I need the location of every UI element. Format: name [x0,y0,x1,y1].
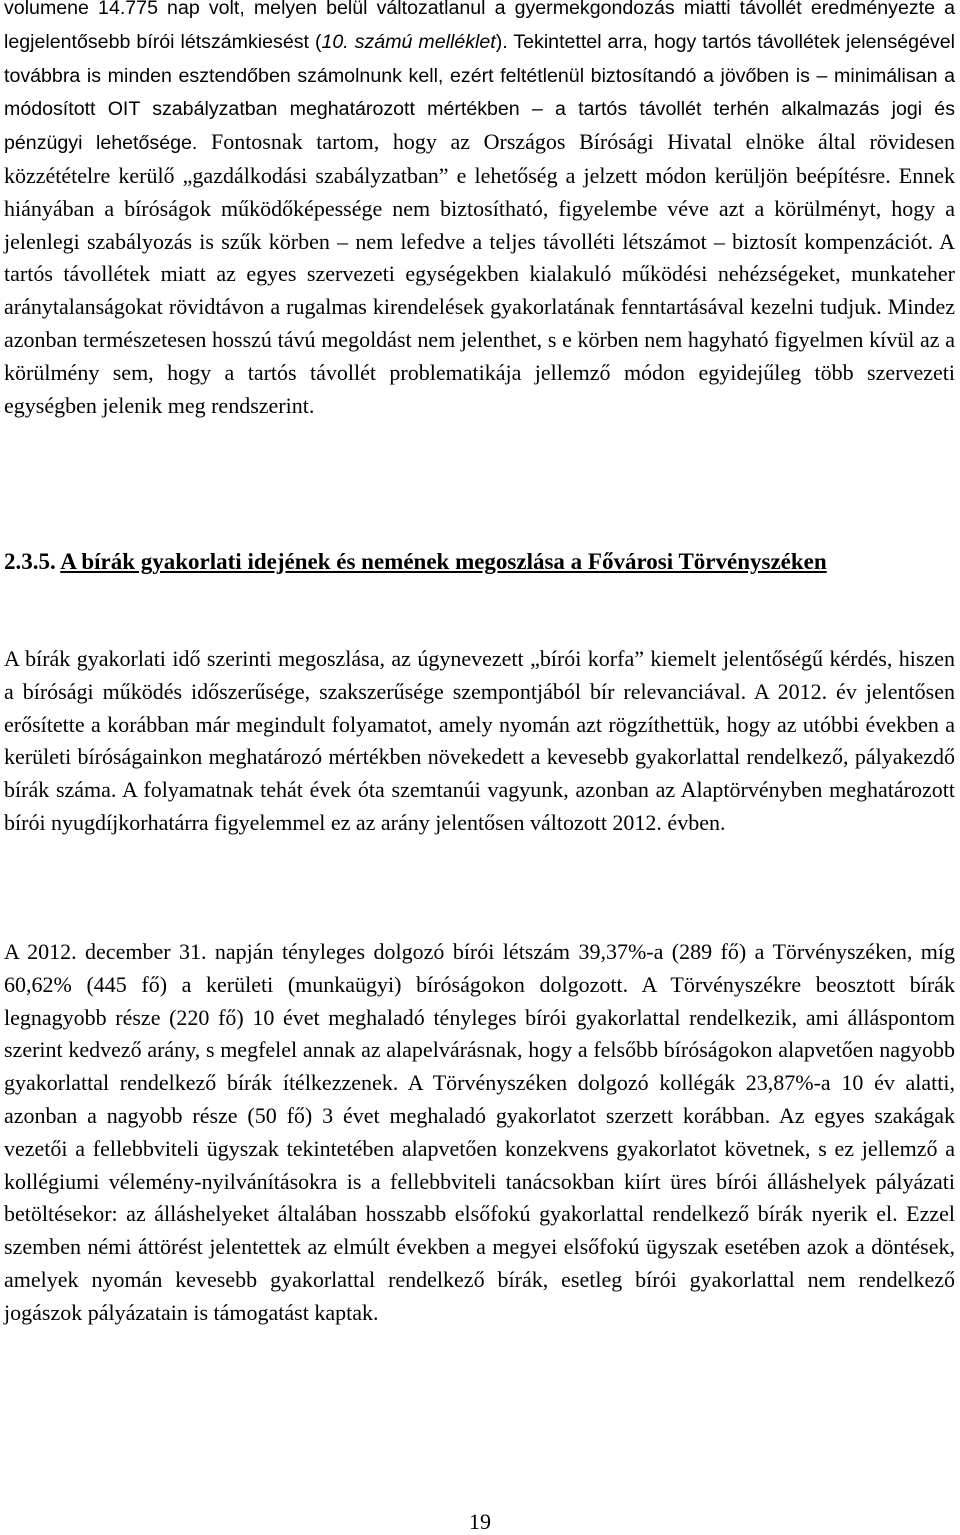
annex-reference: 10. számú melléklet [321,30,496,53]
page-number: 19 [469,1509,491,1534]
document-page [4,0,955,1325]
paragraph-2: A bírák gyakorlati idő szerinti megoszlása, az úgynevezett „bírói korfa” kiemelt jelentőségű kérdés, hiszen a bírósági működés időszerűsége, szakszerűsége szempontjából bír relevanciával. A 2012. év jelentősen erősítette a korábban már megindult folyamatot, amely nyomán azt rögzíthettük, hogy az utóbbi években a kerületi bíróságainkon meghatározó mértékben növekedett a kevesebb gyakorlattal rendelkező, pályakezdő bírák száma. A folyamatnak tehát évek óta szemtanúi vagyunk, azonban az Alaptörvényben meghatározott bírói nyugdíjkorhatárra figyelemmel ez az arány jelentősen változott 2012. évben. [4,646,955,835]
section-heading [4,545,955,579]
paragraph-3: A 2012. december 31. napján tényleges dolgozó bírói létszám 39,37%-a (289 fő) a Törvényszéken, míg 60,62% (445 fő) a kerületi (munkaügyi) bíróságokon dolgozott. A Törvényszékre beosztott bírák legnagyobb része (220 fő) 10 évet meghaladó tényleges bírói gyakorlattal rendelkezik, ami álláspontom szerint kedvező arány, s megfelel annak az alapelvárásnak, hogy a felsőbb bíróságokon alapvetően nagyobb gyakorlattal rendelkező bírák ítélkezzenek. A Törvényszéken dolgozó kollégák 23,87%-a 10 év alatti, azonban a nagyobb része (50 fő) 3 évet meghaladó gyakorlatot szerzett korábban. Az egyes szakágak vezetői a fellebbviteli ügyszak tekintetében alapvetően konzekvens gyakorlatot követnek, s ez jellemző a kollégiumi vélemény-nyilvánításokra is a fellebbviteli tanácsokban kiírt üres bírói álláshelyek pályázati betöltésekor: az álláshelyeket általában hosszabb elsőfokú gyakorlattal rendelkező bírák nyerik el. Ezzel szemben némi áttörést jelentettek az elmúlt években a megyei elsőfokú ügyszak esetében azok a döntések, amelyek nyomán kevesebb gyakorlattal rendelkező bírák, esetleg bírói gyakorlattal nem rendelkező jogászok pályázatain is támogatást kaptak. [4,939,955,1325]
section-title: A bírák gyakorlati idejének és nemének megoszlása a Fővárosi Törvényszéken [60,549,827,574]
paragraph-1-lead: volumene 14.775 nap volt, melyen belül változatlanul a gyermekgondozás miatti távollét eredményezte a legjelentősebb bírói létszámkiesést ( [4,0,955,53]
section-number: 2.3.5. [4,549,56,574]
paragraph-1-rest: Fontosnak tartom, hogy az Országos Bírósági Hivatal elnöke által rövidesen közzétételre kerülő „gazdálkodási szabályzatban” e lehetőség a jelzett módon kerüljön beépítésre. Ennek hiányában a bíróságok működőképessége nem biztosítható, figyelembe véve azt a körülményt, hogy a jelenlegi szabályozás is szűk körben – nem lefedve a teljes távolléti létszámot – biztosít kompenzációt. A tartós távollétek miatt az egyes szervezeti egységekben kialakuló működési nehézségeket, munkateher aránytalanságokat rövidtávon a rugalmas kirendelések gyakorlatának fenntartásával kezelni tudjuk. Mindez azonban természetesen hosszú távú megoldást nem jelenthet, s e körben nem hagyható figyelmen kívül az a körülmény sem, hogy a tartós távollét problematikája jellemző módon egyidejűleg több szervezeti egységben jelenik meg rendszerint. [4,129,955,418]
paragraph-1 [4,0,955,422]
paragraph-1-continuation: ). Tekintettel arra, hogy tartós távollétek jelenségével továbbra is minden esztendőben számolnunk kell, ezért feltétlenül biztosítandó a jövőben is – minimálisan a módosított OIT szabályzatban meghatározott mértékben – a tartós távollét terhén alkalmazás jogi és pénzügyi lehetősége. [4,30,955,155]
